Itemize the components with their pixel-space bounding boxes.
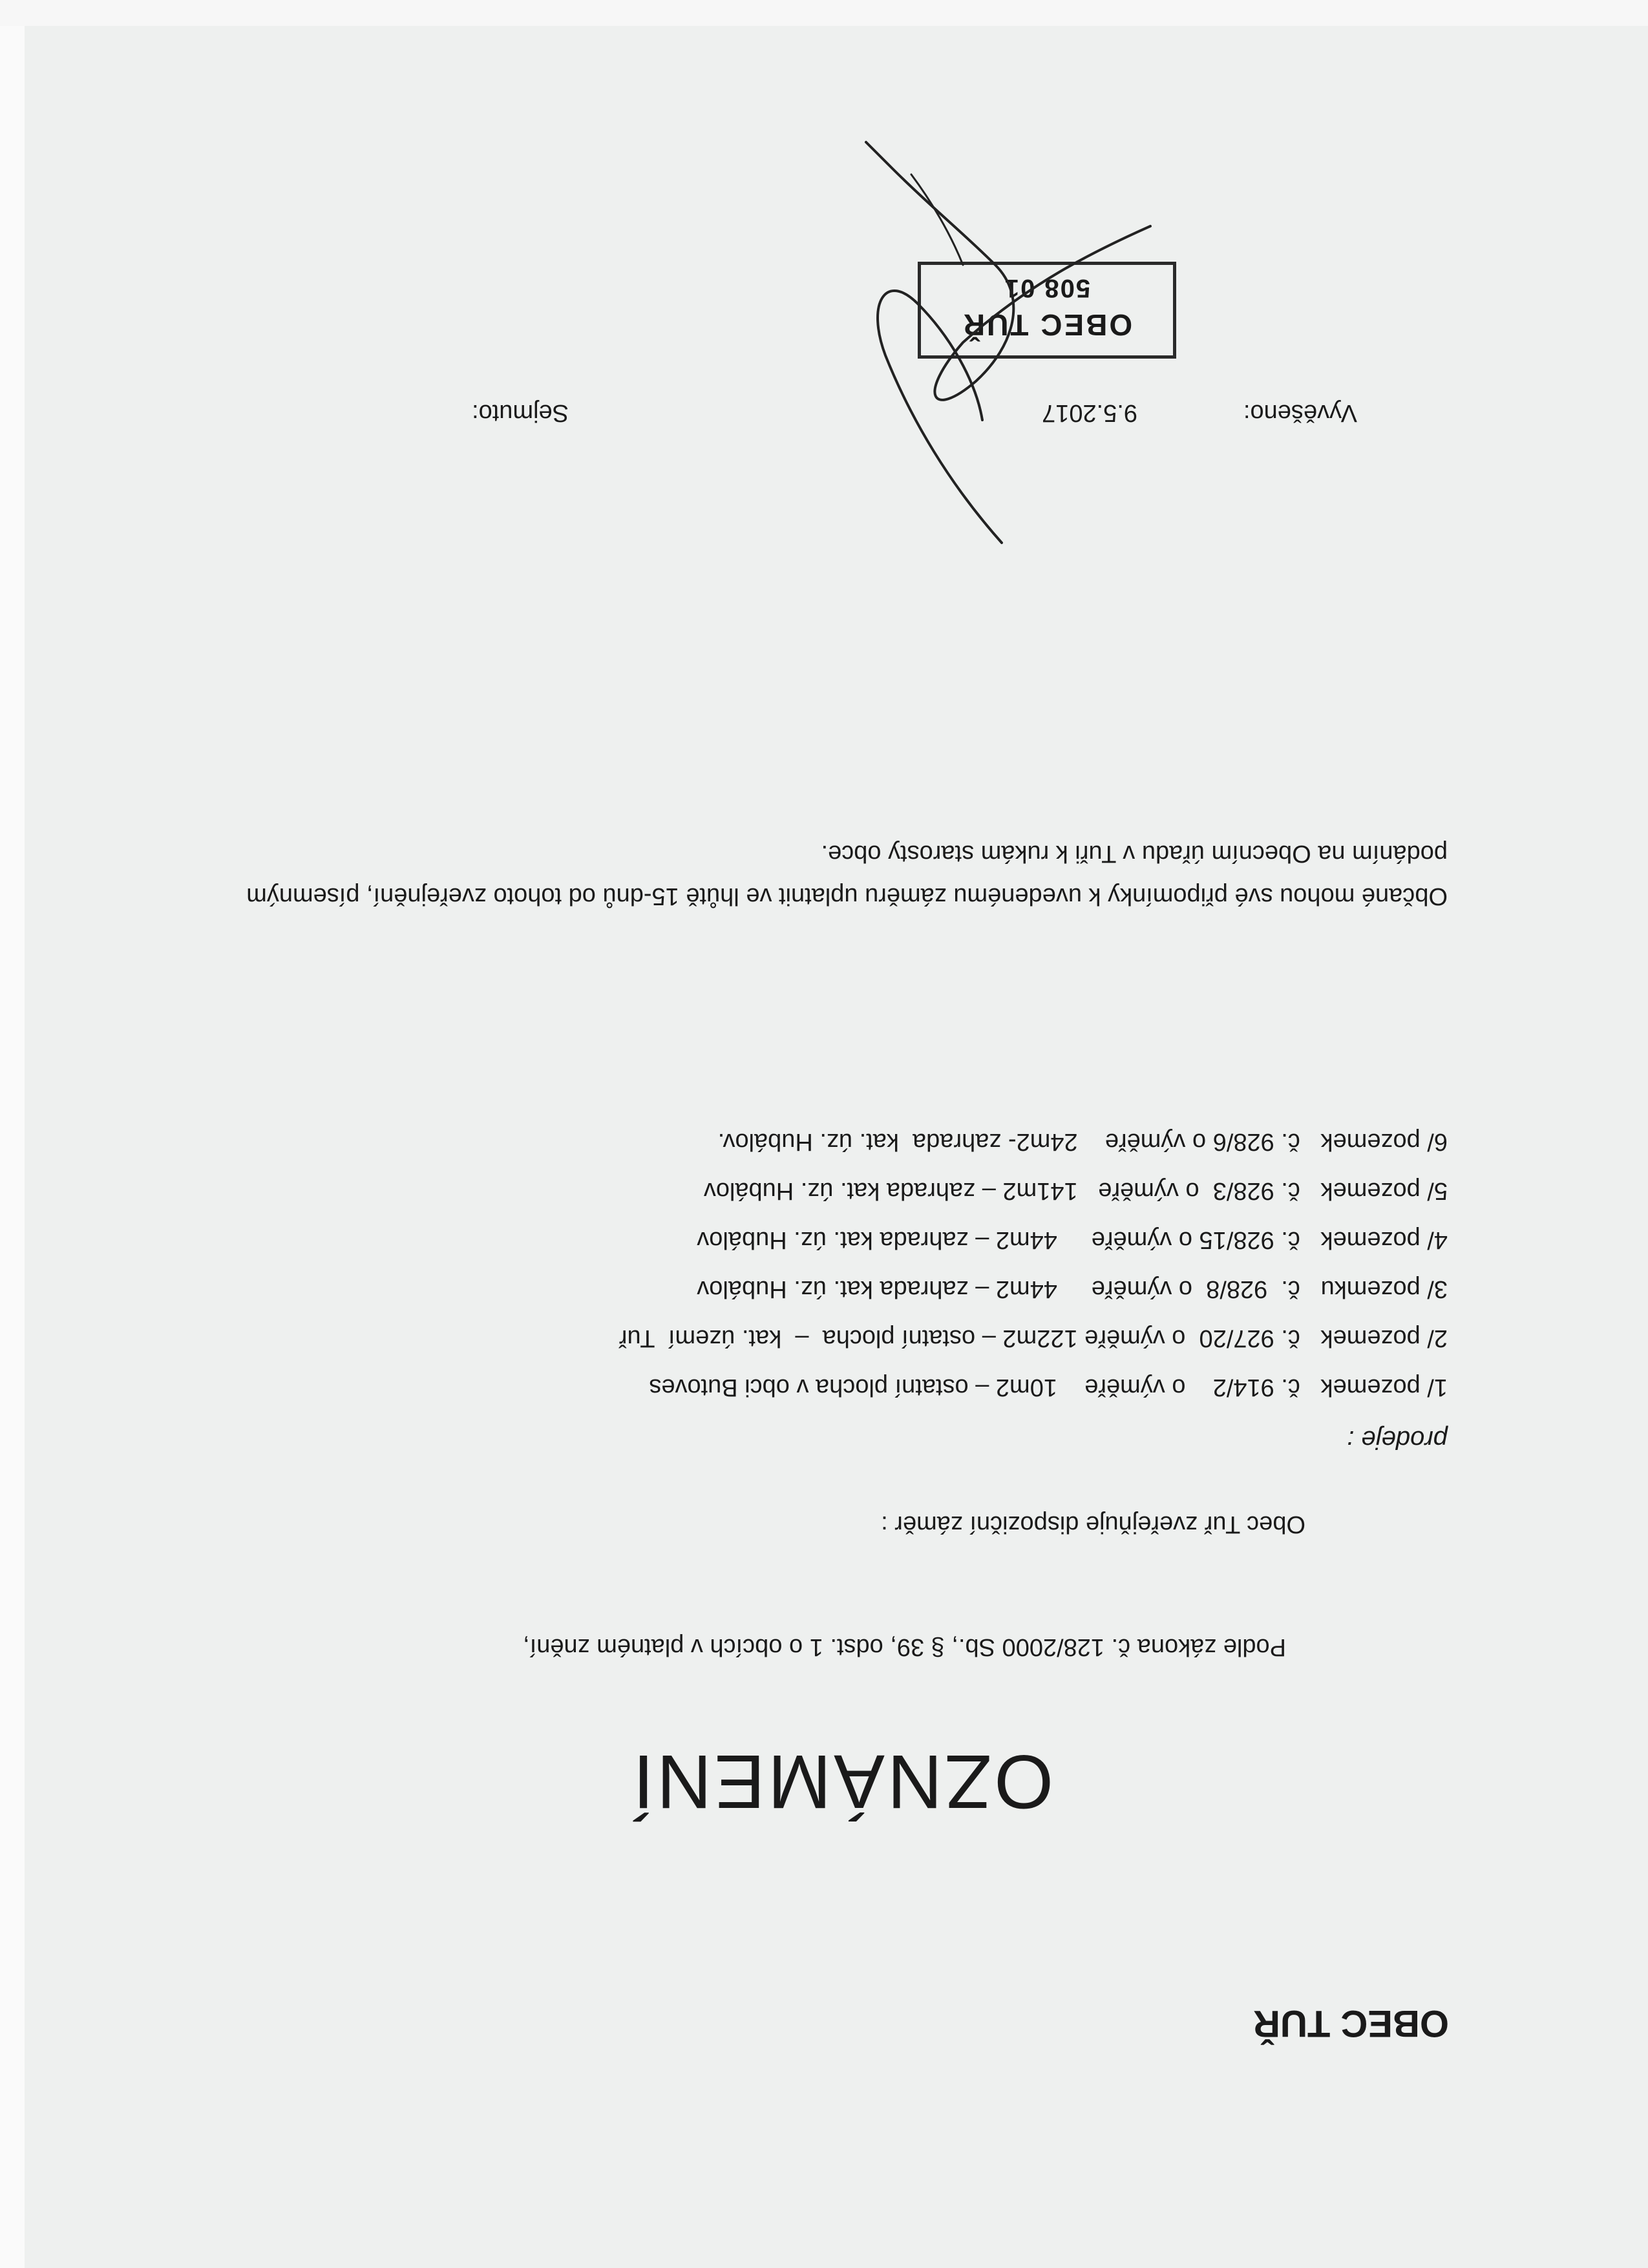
document-title: OZNÁMENÍ bbox=[630, 1739, 1053, 1824]
parcel-list bbox=[619, 1117, 1448, 1412]
posted-date: 9.5.2017 bbox=[1042, 399, 1137, 426]
posted-label: Vyvěšeno: bbox=[1243, 399, 1357, 426]
parcel-item: 4/ pozemek č. 928/15 o výměře 44m2 – zahrada kat. úz. Hubálov bbox=[697, 1226, 1448, 1254]
official-stamp bbox=[918, 262, 1176, 359]
intro-text: Obec Tuř zveřejňuje dispoziční záměr : bbox=[881, 1511, 1305, 1538]
parcel-item: 2/ pozemek č. 927/20 o výměře 122m2 – ostatní plocha – kat. území Tuř bbox=[618, 1325, 1448, 1352]
removed-label: Sejmuto: bbox=[472, 399, 569, 426]
objection-notice: Občané mohou své připomínky k uvedenému záměru uplatnit ve lhůtě 15-dnů od tohoto zveřejnění, písemným podáním na Obecním úřadu v Tuři k rukám starosty obce. bbox=[246, 840, 1448, 910]
sale-label: prodeje : bbox=[1347, 1425, 1448, 1454]
parcel-item: 1/ pozemek č. 914/2 o výměře 10m2 – ostatní plocha v obci Butoves bbox=[649, 1374, 1448, 1401]
parcel-item: 3/ pozemku č. 928/8 o výměře 44m2 – zahrada kat. úz. Hubálov bbox=[697, 1276, 1448, 1303]
parcel-item: 5/ pozemek č. 928/3 o výměře 141m2 – zahrada kat. úz. Hubálov bbox=[703, 1177, 1448, 1204]
municipality-name: OBEC TUŘ bbox=[1253, 2002, 1449, 2044]
stamp-postcode: 508 01 bbox=[1003, 274, 1091, 302]
legal-basis: Podle zákona č. 128/2000 Sb., § 39, odst. 1 o obcích v platném znění, bbox=[523, 1633, 1286, 1661]
parcel-item: 6/ pozemek č. 928/6 o výměře 24m2- zahrada kat. úz. Hubálov. bbox=[717, 1128, 1448, 1155]
stamp-name: OBEC TUŘ bbox=[961, 308, 1133, 342]
